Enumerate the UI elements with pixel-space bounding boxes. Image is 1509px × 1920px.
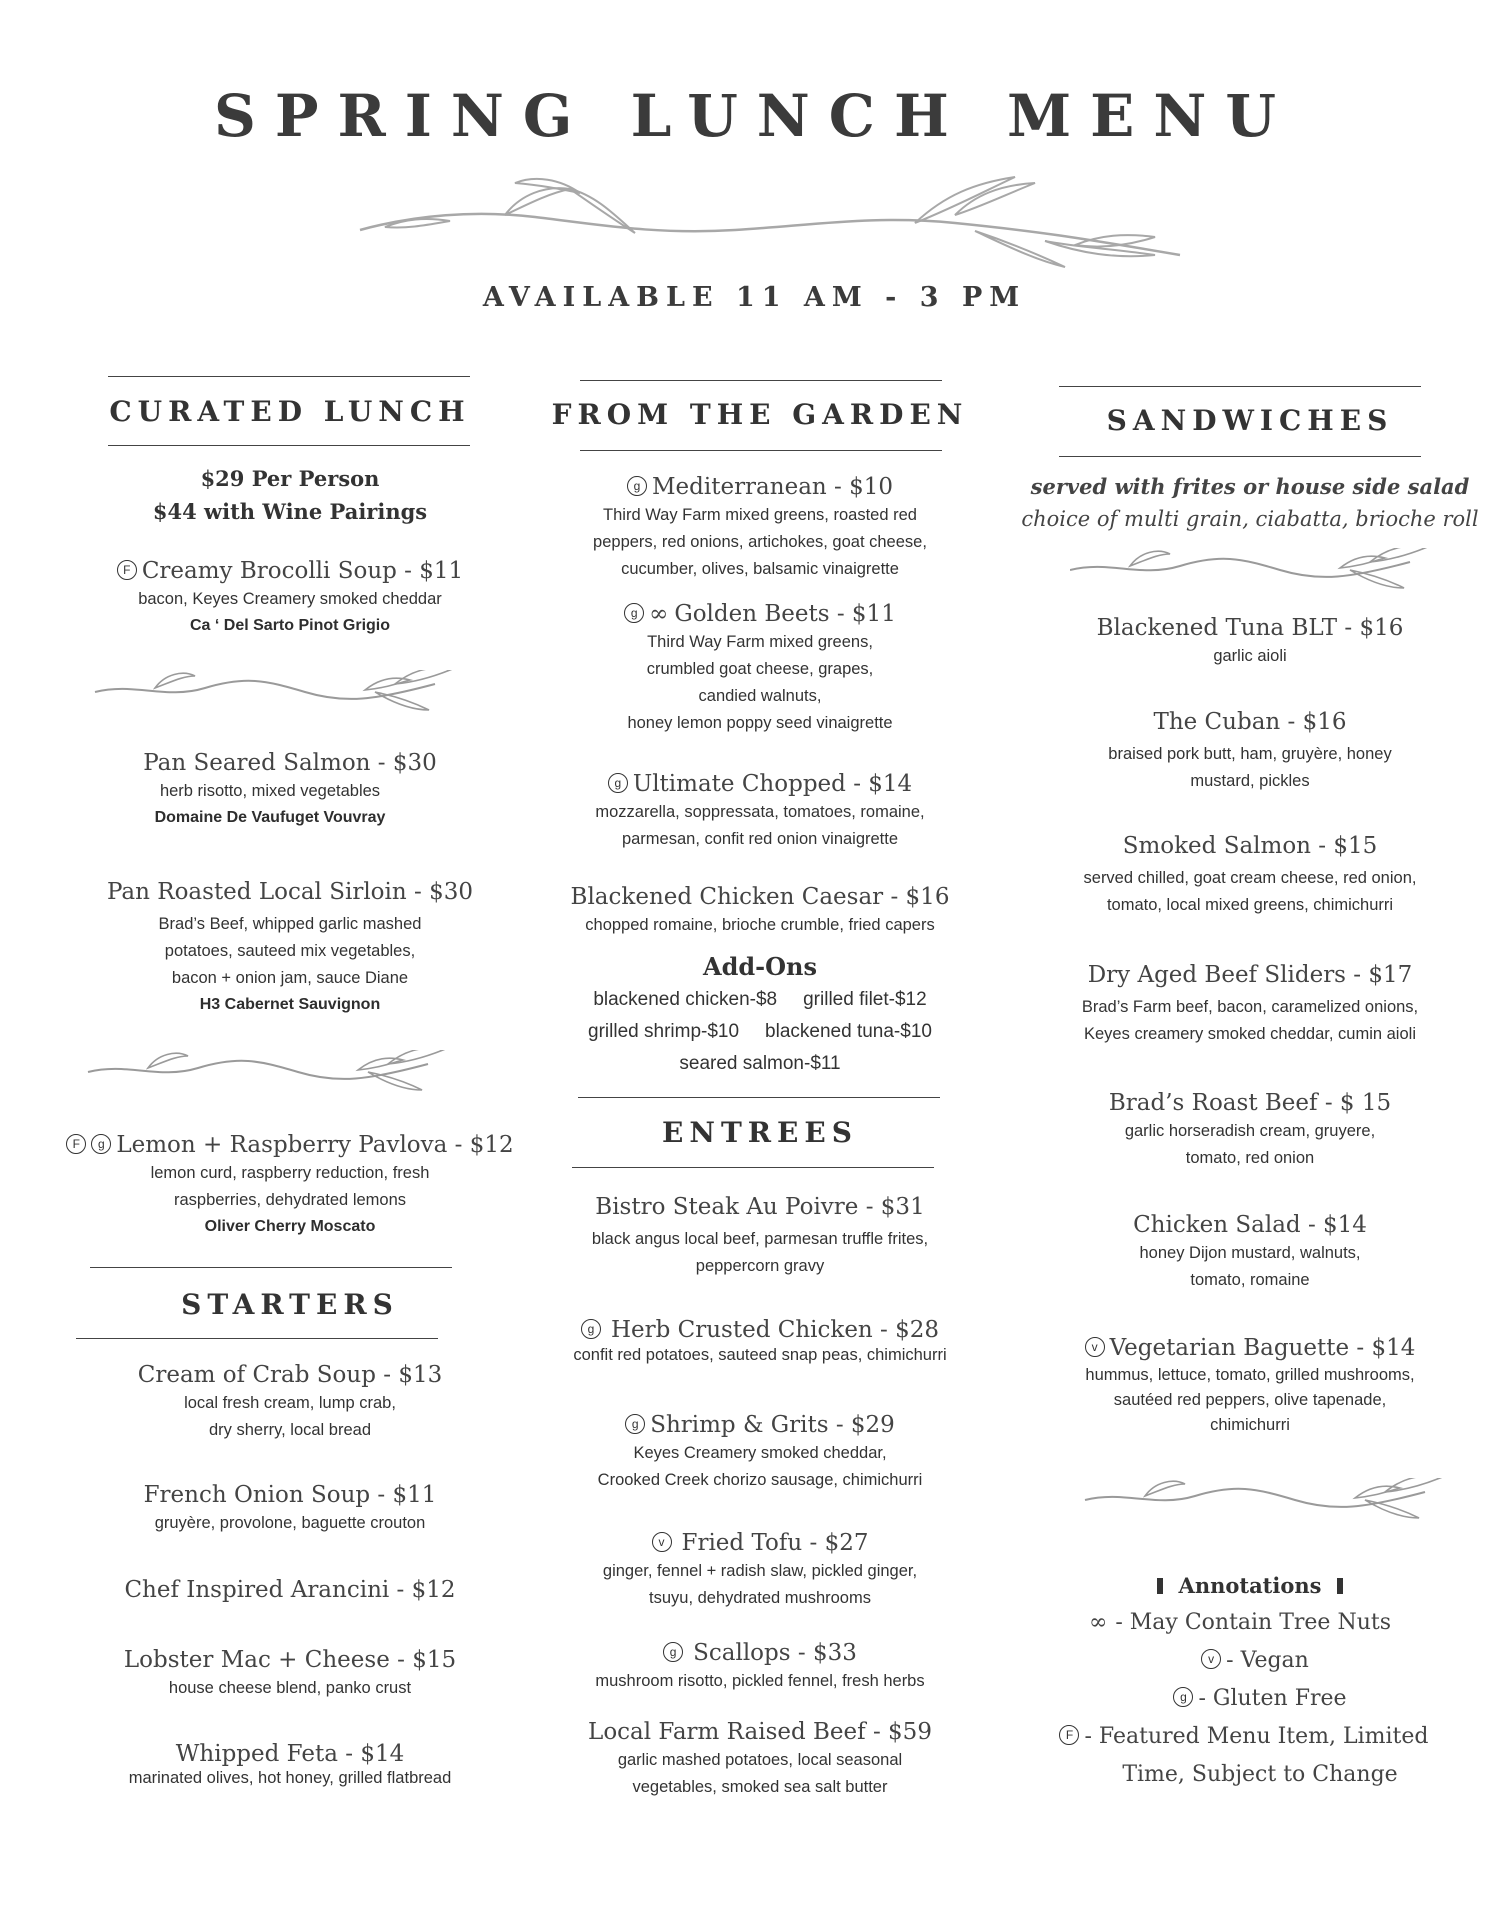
curated-price: $29 Per Person [200,466,380,491]
bread-choice-note: choice of multi grain, ciabatta, brioche roll [1021,507,1479,531]
item-name: Whipped Feta - $14 [175,1741,405,1767]
add-ons-list [530,984,990,1080]
item-name: Bistro Steak Au Poivre - $31 [595,1194,925,1220]
item-name: Smoked Salmon - $15 [1122,833,1378,859]
item-description: vegetables, smoked sea salt butter [632,1778,888,1796]
add-ons-heading: Add-Ons [702,952,817,981]
menu-item [530,472,990,583]
menu-item [530,599,990,737]
item-description: raspberries, dehydrated lemons [173,1191,407,1209]
item-name: Golden Beets - $11 [674,601,896,627]
item-name: Scallops - $33 [693,1640,857,1666]
annotation-row [998,1718,1490,1756]
annotation-text: - May Contain Tree Nuts [1115,1610,1391,1635]
add-on: grilled filet-$12 [803,989,927,1010]
item-description: garlic mashed potatoes, local seasonal [617,1751,903,1769]
annotation-row [1030,1680,1490,1718]
menu-item [1010,1210,1490,1294]
menu-item [530,1315,990,1365]
bullet-icon [1337,1578,1343,1594]
garden-entrees-column [530,372,990,1822]
menu-item [40,877,540,1018]
featured-icon: F [117,560,137,580]
featured-icon: F [1059,1725,1079,1745]
item-description: cucumber, olives, balsamic vinaigrette [621,560,899,578]
item-description: mozzarella, soppressata, tomatoes, romaine, [595,803,925,821]
item-description: Keyes Creamery smoked cheddar, [633,1444,887,1462]
sandwiches-column [1010,378,1490,1828]
add-on: seared salmon-$11 [679,1053,841,1074]
item-name: Pan Seared Salmon - $30 [143,750,437,776]
availability-hours: AVAILABLE 11 AM - 3 PM [482,282,1027,313]
item-description: ginger, fennel + radish slaw, pickled ginger, [602,1562,918,1580]
annotations-title: Annotations [1178,1573,1322,1598]
item-description: Keyes creamery smoked cheddar, cumin aioli [1084,1025,1416,1043]
menu-item [530,1717,990,1801]
divider [580,380,942,381]
gluten-free-icon: g [581,1319,601,1339]
tree-nut-icon: ∞ [1089,1610,1108,1635]
item-name: Herb Crusted Chicken - $28 [610,1317,940,1343]
add-on: blackened chicken-$8 [593,989,778,1010]
item-name: Shrimp & Grits - $29 [650,1412,895,1438]
item-name: The Cuban - $16 [1153,709,1347,735]
item-name: Blackened Chicken Caesar - $16 [570,884,950,910]
menu-item [1010,1333,1490,1436]
curated-wine-price: $44 with Wine Pairings [152,499,428,524]
menu-item [1010,960,1490,1048]
item-name: Blackened Tuna BLT - $16 [1096,615,1404,641]
bullet-icon [1157,1578,1163,1594]
item-description: tomato, local mixed greens, chimichurri [1106,896,1394,914]
menu-item [40,556,540,639]
divider [1059,456,1421,457]
item-description: braised pork butt, ham, gruyère, honey [1108,745,1392,763]
item-description: chopped romaine, brioche crumble, fried capers [585,916,935,934]
item-name: Ultimate Chopped - $14 [632,771,913,797]
gluten-free-icon: g [625,1414,645,1434]
item-description: garlic horseradish cream, gruyere, [1124,1122,1376,1140]
item-name: Mediterranean - $10 [651,474,894,500]
annotation-row [990,1604,1490,1642]
section-heading-sandwiches: SANDWICHES [1106,404,1394,437]
vine-divider-icon [78,1050,458,1096]
item-description: garlic aioli [1213,647,1287,665]
annotation-continued: Time, Subject to Change [1122,1762,1398,1787]
divider [578,1097,940,1098]
item-description: bacon + onion jam, sauce Diane [171,969,409,987]
annotations-legend [1010,1604,1490,1794]
divider [572,1167,934,1168]
vegan-icon: v [1085,1337,1105,1357]
item-description: chimichurri [1210,1416,1290,1434]
menu-item [40,1480,540,1537]
vine-divider-icon [1075,1478,1455,1524]
item-description: tomato, red onion [1185,1149,1315,1167]
menu-item [1010,831,1490,919]
item-name: Chef Inspired Arancini - $12 [124,1577,456,1603]
item-description: Brad’s Farm beef, bacon, caramelized onions, [1081,998,1419,1016]
item-description: gruyère, provolone, baguette crouton [154,1514,426,1532]
menu-title: SPRING LUNCH MENU [214,82,1295,150]
item-description: crumbled goat cheese, grapes, [646,660,874,678]
item-description: house cheese blend, panko crust [168,1679,412,1697]
featured-icon: F [66,1134,86,1154]
divider [580,450,942,451]
item-name: French Onion Soup - $11 [143,1482,437,1508]
item-name: Brad’s Roast Beef - $ 15 [1108,1090,1392,1116]
gluten-free-icon: g [91,1134,111,1154]
item-name: Dry Aged Beef Sliders - $17 [1087,962,1413,988]
annotations-heading [1010,1573,1490,1598]
wine-pairing: Oliver Cherry Moscato [204,1218,376,1235]
menu-item [40,1575,540,1605]
item-description: lemon curd, raspberry reduction, fresh [150,1164,430,1182]
gluten-free-icon: g [627,476,647,496]
menu-item [40,1360,540,1444]
item-name: Fried Tofu - $27 [681,1530,869,1556]
divider [1059,386,1421,387]
item-description: honey Dijon mustard, walnuts, [1139,1244,1361,1262]
item-description: potatoes, sauteed mix vegetables, [164,942,416,960]
annotation-text: - Vegan [1226,1648,1309,1673]
item-description: mustard, pickles [1190,772,1310,790]
item-description: dry sherry, local bread [208,1421,371,1439]
add-on: grilled shrimp-$10 [588,1021,740,1042]
item-description: peppers, red onions, artichokes, goat cheese, [593,533,927,551]
wine-pairing: Domaine De Vaufuget Vouvray [154,809,386,826]
divider [76,1338,438,1339]
gluten-free-icon: g [624,603,644,623]
wine-pairing: Ca ‘ Del Sarto Pinot Grigio [189,617,391,634]
vine-ornament-icon [355,175,1185,275]
item-name: Lobster Mac + Cheese - $15 [123,1647,457,1673]
divider [108,376,470,377]
item-description: confit red potatoes, sauteed snap peas, chimichurri [573,1346,947,1364]
menu-item [40,1130,540,1240]
menu-item [530,1638,990,1695]
item-description: Crooked Creek chorizo sausage, chimichurri [597,1471,923,1489]
item-description: honey lemon poppy seed vinaigrette [627,714,893,732]
vine-divider-icon [1070,548,1430,594]
item-description: Third Way Farm mixed greens, roasted red [603,506,917,524]
menu-item [40,1739,540,1787]
item-description: served chilled, goat cream cheese, red onion, [1083,869,1417,887]
menu-item [40,1645,540,1702]
item-description: peppercorn gravy [695,1257,825,1275]
item-description: black angus local beef, parmesan truffle frites, [591,1230,929,1248]
item-name: Chicken Salad - $14 [1133,1212,1367,1238]
sandwich-sides-note: served with frites or house side salad [1030,474,1470,499]
annotation-row [1020,1642,1490,1680]
item-name: Lemon + Raspberry Pavlova - $12 [116,1132,514,1158]
item-name: Pan Roasted Local Sirloin - $30 [106,879,473,905]
section-heading-curated: CURATED LUNCH [109,395,471,428]
section-heading-entrees: ENTREES [662,1116,858,1149]
gluten-free-icon: g [663,1642,683,1662]
menu-item [530,1410,990,1494]
item-description: parmesan, confit red onion vinaigrette [621,830,899,848]
item-name: Creamy Brocolli Soup - $11 [141,558,464,584]
vegan-icon: v [1201,1649,1221,1669]
menu-item [530,1192,990,1280]
gluten-free-icon: g [1173,1687,1193,1707]
annotation-text: - Featured Menu Item, Limited [1084,1724,1429,1749]
item-description: hummus, lettuce, tomato, grilled mushrooms, [1085,1366,1415,1384]
wine-pairing: H3 Cabernet Sauvignon [199,996,381,1013]
item-description: sautéed red peppers, olive tapenade, [1113,1391,1387,1409]
menu-item [1010,1088,1490,1172]
annotation-text: - Gluten Free [1198,1686,1347,1711]
menu-item [1010,613,1490,670]
item-description: mushroom risotto, pickled fennel, fresh herbs [595,1672,925,1690]
vegan-icon: v [652,1532,672,1552]
item-description: tomato, romaine [1190,1271,1310,1289]
divider [108,445,470,446]
item-name: Local Farm Raised Beef - $59 [588,1719,932,1745]
vine-divider-icon [90,670,460,716]
item-name: Cream of Crab Soup - $13 [137,1362,443,1388]
item-description: bacon, Keyes Creamery smoked cheddar [138,590,442,608]
item-description: tsuyu, dehydrated mushrooms [649,1589,871,1607]
curated-lunch-column [40,370,540,1820]
menu-item [1010,707,1490,795]
item-description: candied walnuts, [698,687,822,705]
menu-item [530,769,990,853]
menu-item [530,882,990,939]
item-description: local fresh cream, lump crab, [184,1394,396,1412]
menu-item [40,748,540,831]
item-description: Brad’s Beef, whipped garlic mashed [158,915,422,933]
item-name: Vegetarian Baguette - $14 [1109,1335,1416,1361]
item-description: marinated olives, hot honey, grilled flatbread [128,1769,452,1787]
tree-nut-icon: ∞ [649,601,669,627]
gluten-free-icon: g [608,773,628,793]
section-heading-garden: FROM THE GARDEN [551,398,969,431]
item-description: herb risotto, mixed vegetables [159,782,381,800]
menu-item [530,1528,990,1612]
item-description: Third Way Farm mixed greens, [647,633,873,651]
add-on: blackened tuna-$10 [765,1021,932,1042]
divider [90,1267,452,1268]
section-heading-starters: STARTERS [181,1288,399,1321]
